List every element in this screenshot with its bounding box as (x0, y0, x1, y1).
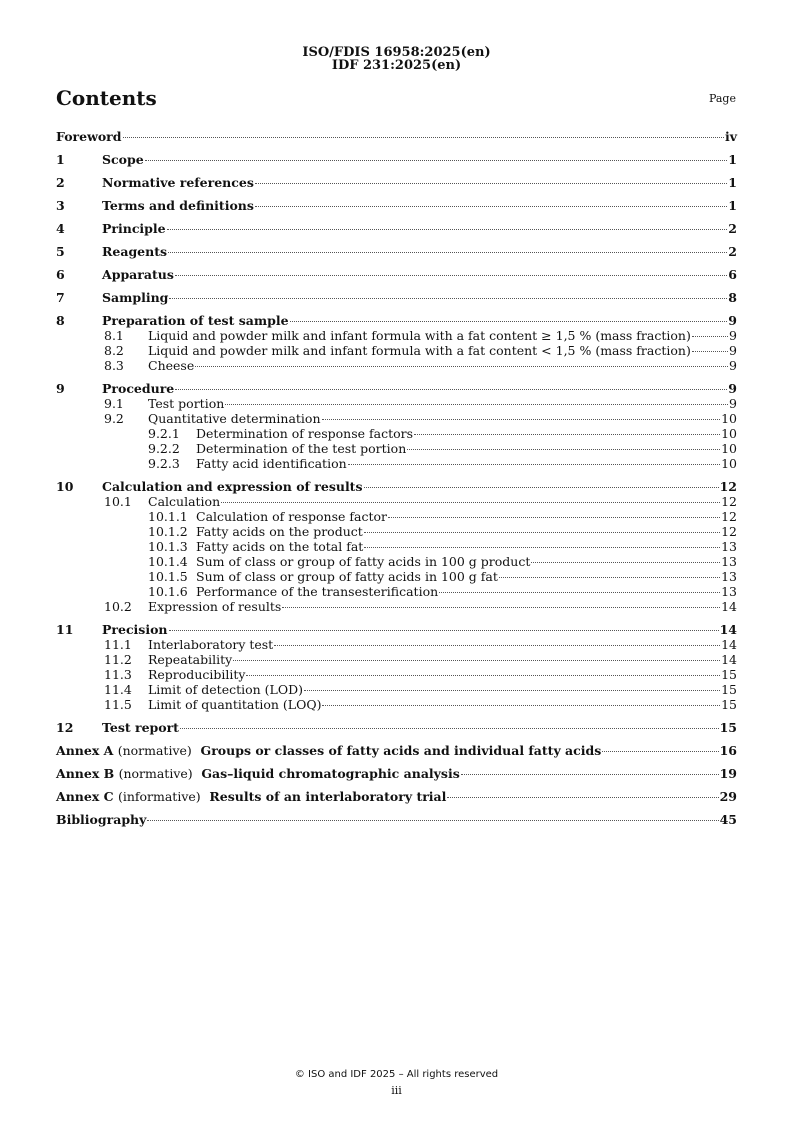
toc-entry-10-1-5[interactable] (56, 569, 737, 584)
toc-number: 2 (56, 175, 65, 190)
annex-type: (normative) (117, 743, 192, 758)
toc-number: 10.1.3 (148, 539, 188, 554)
toc-page: 13 (721, 539, 737, 554)
dot-leader (167, 229, 728, 230)
dot-leader (322, 705, 720, 706)
dot-leader (233, 660, 720, 661)
toc-page: 19 (719, 766, 737, 781)
toc-title: Test report (102, 720, 179, 735)
dot-leader (180, 728, 719, 729)
toc-entry-9[interactable] (56, 381, 737, 396)
toc-number: 9.1 (104, 396, 124, 411)
annex-label: Annex A (56, 743, 114, 758)
toc-page: 2 (728, 244, 737, 259)
toc-number: 1 (56, 152, 65, 167)
toc-title: Limit of quantitation (LOQ) (148, 697, 322, 712)
toc-number: 11.4 (104, 682, 132, 697)
toc-page: 12 (719, 479, 737, 494)
dot-leader (147, 820, 718, 821)
annex-type: (informative) (117, 789, 201, 804)
toc-number: 10.1 (104, 494, 132, 509)
toc-title: Performance of the transesterification (196, 584, 439, 599)
toc-number: 9.2.2 (148, 441, 180, 456)
toc-title: Calculation (148, 494, 221, 509)
toc-page: 29 (719, 789, 737, 804)
toc-page: 12 (721, 524, 737, 539)
dot-leader (602, 751, 718, 752)
toc-page: 9 (729, 396, 737, 411)
dot-leader (499, 577, 720, 578)
dot-leader (246, 675, 720, 676)
dot-leader (364, 487, 719, 488)
dot-leader (175, 275, 727, 276)
toc-entry-11-3[interactable] (56, 667, 737, 682)
toc-entry-9-2[interactable] (56, 411, 737, 426)
toc-number: 8.1 (104, 328, 124, 343)
toc-page: 15 (719, 720, 737, 735)
dot-leader (388, 517, 720, 518)
toc-page: 2 (728, 221, 737, 236)
toc-entry-8-2[interactable] (56, 343, 737, 358)
toc-number: 9.2.3 (148, 456, 180, 471)
toc-entry-annex-a[interactable] (56, 743, 737, 758)
toc-page: 12 (721, 509, 737, 524)
toc-entry-9-1[interactable] (56, 396, 737, 411)
dot-leader (145, 160, 728, 161)
dot-leader (439, 592, 720, 593)
dot-leader (282, 607, 720, 608)
toc-title: Reagents (102, 244, 168, 259)
toc-title: Fatty acids on the total fat (196, 539, 364, 554)
toc-number: 11 (56, 622, 74, 637)
toc-title: Preparation of test sample (102, 313, 289, 328)
toc-number: 10.1.5 (148, 569, 188, 584)
toc-page: 10 (721, 441, 737, 456)
toc-page: 15 (721, 667, 737, 682)
toc-number: 8 (56, 313, 65, 328)
toc-entry-11-2[interactable] (56, 652, 737, 667)
toc-entry-6[interactable] (56, 267, 737, 282)
toc-page: 13 (721, 569, 737, 584)
toc-entry-9-2-1[interactable] (56, 426, 737, 441)
dot-leader (169, 630, 719, 631)
toc-title: Cheese (148, 358, 195, 373)
toc-entry-7[interactable] (56, 290, 737, 305)
dot-leader (255, 206, 727, 207)
copyright-notice: © ISO and IDF 2025 – All rights reserved (294, 1069, 499, 1080)
dot-leader (175, 389, 727, 390)
document-id: ISO/FDIS 16958:2025(en) (302, 45, 491, 60)
toc-title: Precision (102, 622, 168, 637)
toc-entry-9-2-3[interactable] (56, 456, 737, 471)
toc-page: 10 (721, 456, 737, 471)
toc-title: Calculation of response factor (196, 509, 387, 524)
toc-title: Sum of class or group of fatty acids in 100 g fat (196, 569, 498, 584)
toc-page: 1 (728, 175, 737, 190)
toc-title: Fatty acid identification (196, 456, 347, 471)
toc-title: Results of an interlaboratory trial (209, 789, 447, 804)
toc-entry-annex-b[interactable] (56, 766, 737, 781)
toc-page: 14 (721, 599, 737, 614)
toc-title: Limit of detection (LOD) (148, 682, 303, 697)
toc-number: 9.2 (104, 411, 124, 426)
dot-leader (255, 183, 727, 184)
dot-leader (364, 547, 720, 548)
toc-page: 9 (728, 313, 737, 328)
dot-leader (195, 366, 728, 367)
toc-entry-12[interactable] (56, 720, 737, 735)
dot-leader (692, 336, 728, 337)
toc-number: 9.2.1 (148, 426, 180, 441)
toc-number: 8.2 (104, 343, 124, 358)
dot-leader (304, 690, 720, 691)
toc-entry-4[interactable] (56, 221, 737, 236)
dot-leader (168, 252, 727, 253)
toc-entry-10-1-1[interactable] (56, 509, 737, 524)
toc-title: Sum of class or group of fatty acids in 100 g product (196, 554, 531, 569)
toc-title: Sampling (102, 290, 169, 305)
toc-page: 14 (719, 622, 737, 637)
toc-title: Reproducibility (148, 667, 246, 682)
toc-entry-10-1-3[interactable] (56, 539, 737, 554)
toc-page: 1 (728, 198, 737, 213)
toc-number: 11.5 (104, 697, 132, 712)
toc-title: Test portion (148, 396, 225, 411)
toc-entry-2[interactable] (56, 175, 737, 190)
toc-number: 8.3 (104, 358, 124, 373)
toc-title: Gas–liquid chromatographic analysis (201, 766, 460, 781)
page-column-label: Page (708, 92, 736, 105)
toc-entry-10-1-4[interactable] (56, 554, 737, 569)
toc-number: 11.3 (104, 667, 132, 682)
dot-leader (407, 449, 720, 450)
toc-title: Normative references (102, 175, 254, 190)
toc-title: Liquid and powder milk and infant formula with a fat content ≥ 1,5 % (mass fraction) (148, 328, 691, 343)
dot-leader (322, 419, 721, 420)
toc-number: 12 (56, 720, 74, 735)
toc-title: Scope (102, 152, 144, 167)
toc-number: 11.2 (104, 652, 132, 667)
toc-number: 10.2 (104, 599, 132, 614)
toc-title: Principle (102, 221, 166, 236)
toc-entry-annex-c[interactable] (56, 789, 737, 804)
toc-title: Determination of the test portion (196, 441, 407, 456)
toc-entry-foreword[interactable] (56, 129, 737, 144)
dot-leader (447, 797, 718, 798)
toc-page: 8 (728, 290, 737, 305)
document-header (0, 46, 793, 72)
toc-page: 15 (721, 682, 737, 697)
toc-page: 45 (719, 812, 737, 827)
dot-leader (274, 645, 720, 646)
toc-title: Procedure (102, 381, 175, 396)
toc-page: 9 (729, 343, 737, 358)
toc-number: 7 (56, 290, 65, 305)
toc-number: 5 (56, 244, 65, 259)
toc-page: 10 (721, 426, 737, 441)
toc-title: Quantitative determination (148, 411, 321, 426)
toc-number: 3 (56, 198, 65, 213)
dot-leader (290, 321, 728, 322)
annex-label: Annex B (56, 766, 115, 781)
toc-title: Interlaboratory test (148, 637, 274, 652)
toc-entry-10-2[interactable] (56, 599, 737, 614)
annex-type: (normative) (118, 766, 193, 781)
toc-number: 10.1.4 (148, 554, 188, 569)
toc-number: 10.1.6 (148, 584, 188, 599)
dot-leader (692, 351, 728, 352)
page-title: Contents (56, 86, 157, 110)
toc-page: 9 (729, 328, 737, 343)
toc-page: 14 (721, 637, 737, 652)
toc-page: 9 (728, 381, 737, 396)
toc-entry-bibliography[interactable] (56, 812, 737, 827)
toc-page: 12 (721, 494, 737, 509)
toc-number: 4 (56, 221, 65, 236)
toc-title: Determination of response factors (196, 426, 414, 441)
toc-title: Repeatability (148, 652, 233, 667)
toc-number: 10.1.1 (148, 509, 188, 524)
toc-title: Liquid and powder milk and infant formula with a fat content < 1,5 % (mass fraction) (148, 343, 691, 358)
toc-title: Calculation and expression of results (102, 479, 363, 494)
toc-title: Groups or classes of fatty acids and individual fatty acids (200, 743, 602, 758)
dot-leader (461, 774, 719, 775)
toc-title: Terms and definitions (102, 198, 254, 213)
toc-page: 10 (721, 411, 737, 426)
toc-entry-10-1-6[interactable] (56, 584, 737, 599)
toc-page: 13 (721, 584, 737, 599)
toc-number: 6 (56, 267, 65, 282)
dot-leader (169, 298, 727, 299)
toc-entry-8[interactable] (56, 313, 737, 328)
toc-page: 9 (729, 358, 737, 373)
toc-page: 6 (728, 267, 737, 282)
toc-entry-8-3[interactable] (56, 358, 737, 373)
toc-entry-11-4[interactable] (56, 682, 737, 697)
annex-label: Annex C (56, 789, 114, 804)
dot-leader (364, 532, 720, 533)
toc-entry-11-5[interactable] (56, 697, 737, 712)
idf-id: IDF 231:2025(en) (331, 58, 462, 73)
toc-title: Bibliography (56, 812, 147, 827)
toc-entry-10-1[interactable] (56, 494, 737, 509)
toc-title: Apparatus (102, 267, 174, 282)
dot-leader (123, 137, 724, 138)
dot-leader (531, 562, 720, 563)
dot-leader (348, 464, 720, 465)
toc-title: Expression of results (148, 599, 282, 614)
toc-entry-10[interactable] (56, 479, 737, 494)
toc-number: 10 (56, 479, 74, 494)
toc-entry-1[interactable] (56, 152, 737, 167)
page-number: iii (391, 1084, 402, 1097)
toc-page: 1 (728, 152, 737, 167)
toc-title: Fatty acids on the product (196, 524, 363, 539)
toc-entry-9-2-2[interactable] (56, 441, 737, 456)
toc-title: Foreword (56, 129, 122, 144)
dot-leader (221, 502, 720, 503)
toc-page: 13 (721, 554, 737, 569)
toc-number: 9 (56, 381, 65, 396)
toc-number: 11.1 (104, 637, 132, 652)
toc-entry-11[interactable] (56, 622, 737, 637)
toc-entry-3[interactable] (56, 198, 737, 213)
dot-leader (225, 404, 728, 405)
toc-entry-10-1-2[interactable] (56, 524, 737, 539)
toc-page: iv (724, 129, 737, 144)
toc-entry-5[interactable] (56, 244, 737, 259)
toc-number: 10.1.2 (148, 524, 188, 539)
toc-page: 15 (721, 697, 737, 712)
toc-page: 14 (721, 652, 737, 667)
toc-entry-11-1[interactable] (56, 637, 737, 652)
dot-leader (414, 434, 720, 435)
toc-entry-8-1[interactable] (56, 328, 737, 343)
toc-page: 16 (719, 743, 737, 758)
table-of-contents (56, 129, 737, 827)
